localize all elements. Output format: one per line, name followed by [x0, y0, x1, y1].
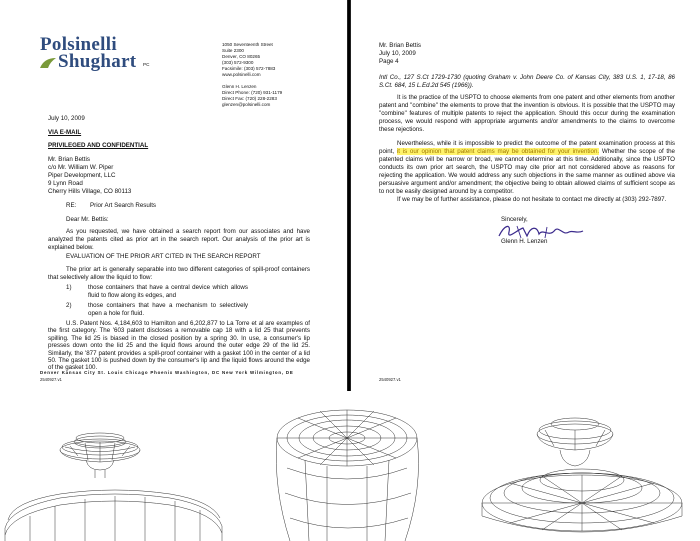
intro-paragraph: As you requested, we have obtained a search report from our associates and have analyzed the patents cited as prior art in the search report. Our analysis of the prior art is explained below.: [48, 228, 310, 251]
salutation: Dear Mr. Bettis:: [66, 216, 109, 223]
list-item: those containers that have a central device which allows fluid to flow along its edges, and: [88, 284, 248, 299]
firm-logo-suffix: PC: [143, 62, 150, 67]
office-locations-footer: Denver Kansas City St. Louis Chicago Phoenix Washington, DC New York Wilmington, DE: [40, 370, 294, 375]
document-number: 2540927.v1: [379, 377, 401, 382]
wireframe-container-drawing: [265, 398, 430, 541]
firm-logo-line1: Polsinelli: [40, 34, 117, 55]
letter-page-1: Polsinelli Shughart PC 1050 Seventeenth Street Suite 2300 Denver, CO 80265 (303) 572-9300 Facsimile: (303) 572-7883 www.polsinelli.com Glenn H. Lenzen Direct Phone: (720) 931-1179 Direct Fax: (720) 228-2283 glenzen@polsinelli.com July 10, 2009 VIA E-MAIL PRIVILEGED AND CONFIDENTIAL Mr. Brian Bettis c/o Mr. William W. Piper Piper Development, LLC 9 Lynn Road Cherry Hills Village, CO 80113 RE: Prior Art Search Results Dear Mr. Bettis: As you requested, we have obtained a search report from our associates and have analyzed the patents cited as prior art in the search report. Our analysis of the prior art is explained below. EVALUATION OF THE PRIOR ART CITED IN THE SEARCH REPORT The prior art is generally separable into two different categories of spill-proof containers that selectively allow the liquid to flow: 1) those containers that have a central device which allows fluid to flow along its edges, and 2) those containers that have a mechanism to selectively open a hole for fluid. U.S. Patent Nos. 4,184,603 to Hamilton and 6,202,877 to La Torre et al are examples of the first category. The '603 patent discloses a removable cap 18 with a lid 25 that prevents spilling. The lid 25 is biased in the closed position by a spring 30. In use, a consumer's lip presses down onto the lid 25 and the liquid flows around the outer edge 29 of the lid 25. Similarly, the '877 patent provides a spill-proof container with a gasket 100 in the center of a lid 50. The gasket 100 is pushed down by the consumer's lip and the liquid flows around the edge of the gasket 100. Denver Kansas City St. Louis Chicago Phoenix Washington, DC New York Wilmington, DE 2540927.v1: [0, 0, 348, 391]
prior-art-paragraph: U.S. Patent Nos. 4,184,603 to Hamilton and 6,202,877 to La Torre et al are examples of the first category. The '603 patent discloses a removable cap 18 with a lid 25 that prevents spilling. The lid 25 is biased in the closed position by a spring 30. In use, a consumer's lip presses down onto the lid 25 and the liquid flows around the outer edge 29 of the lid 25. Similarly, the '877 patent provides a spill-proof container with a gasket 100 in the center of a lid 50. The gasket 100 is pushed down by the consumer's lip and the liquid flows around the edge of the gasket 100.: [48, 320, 310, 372]
citation-paragraph: Intl Co., 127 S.Ct 1729-1730 (quoting Graham v. John Deere Co. of Kansas City, 383 U.S. 1, 17-18, 86 S.Ct. 684, 15 L.Ed.2d 545 (1966)).: [379, 74, 675, 89]
privileged-label: PRIVILEGED AND CONFIDENTIAL: [48, 142, 149, 149]
wireframe-lid-drawing-2: [470, 398, 700, 541]
re-subject: Prior Art Search Results: [90, 202, 157, 209]
firm-leaf-icon: [38, 56, 58, 70]
document-number: 2540927.v1: [40, 377, 62, 382]
opinion-paragraph: Nevertheless, while it is impossible to predict the outcome of the patent examination process at this point, it is our opinion that patent claims may be obtained for your invention. Whether the scope of the patented claims will be narrow or broad, we cannot determine at this time. Additionally, since the USPTO conducts its own prior art search, the USPTO may cite prior art not considered above as reasons for rejecting the application. We would address any such objections in the same manner as outlined above via persuasive argument and/or amendment; the objective being to obtain allowed claims of sufficient scope as to not be easily designed around by a competitor.: [379, 140, 675, 195]
letter-page-4: Mr. Brian Bettis July 10, 2009 Page 4 Intl Co., 127 S.Ct 1729-1730 (quoting Graham v. John Deere Co. of Kansas City, 383 U.S. 1, 17-18, 86 S.Ct. 684, 15 L.Ed.2d 545 (1966)). It is the practice of the USPTO to choose elements from one patent and other elements from another patent and "combine" the elements to prove that the invention is obvious. It is possible that the USPTO may "combine" features of multiple patents to reject the application. Should this occur during the examination process, we would respond with appropriate arguments and/or amendments to the claims to overcome these rejections. Nevertheless, while it is impossible to predict the outcome of the patent examination process at this point, it is our opinion that patent claims may be obtained for your invention. Whether the scope of the patented claims will be narrow or broad, we cannot determine at this time. Additionally, since the USPTO conducts its own prior art search, the USPTO may cite prior art not considered above as reasons for rejecting the application. We would address any such objections in the same manner as outlined above via persuasive argument and/or amendment; the objective being to obtain allowed claims of sufficient scope as to not be easily designed around by a competitor. If we may be of further assistance, please do not hesitate to contact me directly at (303) 292-7897. Sincerely, Glenn H. Lenzen 2540927.v1: [350, 0, 700, 391]
list-item-number: 1): [66, 284, 72, 291]
section-heading: EVALUATION OF THE PRIOR ART CITED IN THE SEARCH REPORT: [66, 253, 261, 260]
letter-date: July 10, 2009: [48, 115, 85, 122]
categories-paragraph: The prior art is generally separable into two different categories of spill-proof containers that selectively allow the liquid to flow:: [48, 266, 310, 281]
signer-name: Glenn H. Lenzen: [501, 238, 548, 245]
firm-logo-line2: Shughart: [58, 51, 137, 72]
via-email-label: VIA E-MAIL: [48, 129, 82, 136]
re-label: RE:: [66, 202, 77, 209]
wireframe-lid-drawing-1: [0, 398, 230, 541]
closing-sincerely: Sincerely,: [501, 216, 528, 223]
list-item-number: 2): [66, 302, 72, 309]
highlighted-opinion: it is our opinion that patent claims may be obtained for your invention.: [396, 148, 600, 155]
closing-paragraph: If we may be of further assistance, please do not hesitate to contact me directly at (303) 292-7897.: [397, 196, 667, 203]
uspto-practice-paragraph: It is the practice of the USPTO to choose elements from one patent and other elements from another patent and "combine" the elements to prove that the invention is obvious. It is possible that the USPTO may "combine" features of multiple patents to reject the application. Should this occur during the examination process, we would respond with appropriate arguments and/or amendments to the claims to overcome these rejections.: [379, 94, 675, 133]
list-item: those containers that have a mechanism to selectively open a hole for fluid.: [88, 302, 248, 317]
